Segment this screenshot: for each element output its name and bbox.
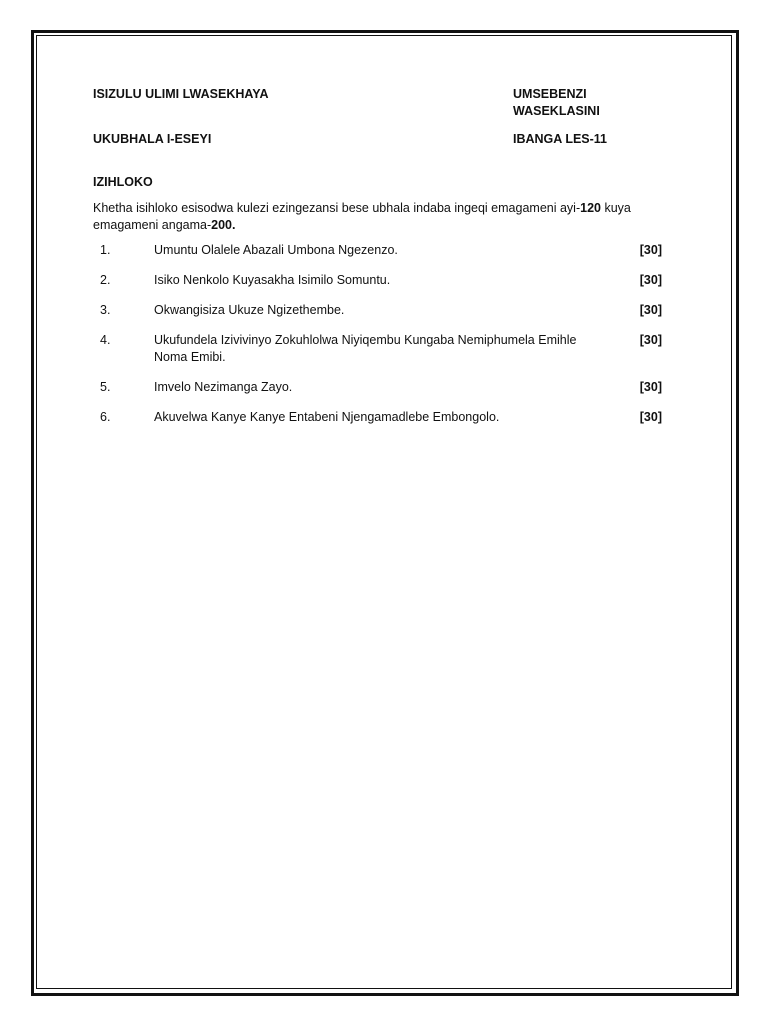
topic-item-3 xyxy=(93,302,673,319)
topic-text: Ukufundela Izivivinyo Zokuhlolwa Niyiqembu Kungaba Nemiphumela Emihle Noma Emibi. xyxy=(154,333,577,364)
topic-item-1 xyxy=(93,242,673,259)
instruction-max-words: 200. xyxy=(211,218,236,232)
topic-number: 1. xyxy=(100,243,111,257)
header-row-1 xyxy=(93,86,673,120)
topic-item-2 xyxy=(93,272,673,289)
topic-number: 6. xyxy=(100,410,111,424)
instruction-part2: kuya emagameni angama- xyxy=(93,201,631,232)
topic-text: Umuntu Olalele Abazali Umbona Ngezenzo. xyxy=(154,243,398,257)
topic-text: Isiko Nenkolo Kuyasakha Isimilo Somuntu. xyxy=(154,273,391,287)
document-content xyxy=(93,86,673,439)
topic-marks: [30] xyxy=(639,380,662,394)
topic-marks: [30] xyxy=(639,333,662,347)
section-label: UKUBHALA I-ESEYI xyxy=(93,132,212,146)
instruction-part1: Khetha isihloko esisodwa kulezi ezingezansi bese ubhala indaba ingeqi emagameni ayi- xyxy=(93,201,581,215)
topic-marks: [30] xyxy=(639,303,662,317)
header-row-2 xyxy=(93,131,673,148)
subject-label: ISIZULU ULIMI LWASEKHAYA xyxy=(93,87,269,101)
topic-marks: [30] xyxy=(639,410,662,424)
topic-number: 4. xyxy=(100,333,111,347)
grade-label: IBANGA LES-11 xyxy=(513,132,608,146)
topic-text: Akuvelwa Kanye Kanye Entabeni Njengamadlebe Embongolo. xyxy=(154,410,500,424)
topic-marks: [30] xyxy=(639,243,662,257)
instruction-text xyxy=(93,200,673,234)
topic-text: Imvelo Nezimanga Zayo. xyxy=(154,380,293,394)
topic-number: 2. xyxy=(100,273,111,287)
topic-number: 3. xyxy=(100,303,111,317)
topic-number: 5. xyxy=(100,380,111,394)
topics-heading: IZIHLOKO xyxy=(93,175,153,189)
task-label: UMSEBENZI WASEKLASINI xyxy=(513,87,600,118)
topic-marks: [30] xyxy=(639,273,662,287)
topic-item-4 xyxy=(93,332,673,366)
topic-item-5 xyxy=(93,379,673,396)
topic-list xyxy=(93,242,673,426)
topic-item-6 xyxy=(93,409,673,426)
topic-text: Okwangisiza Ukuze Ngizethembe. xyxy=(154,303,345,317)
instruction-min-words: 120 xyxy=(580,201,601,215)
